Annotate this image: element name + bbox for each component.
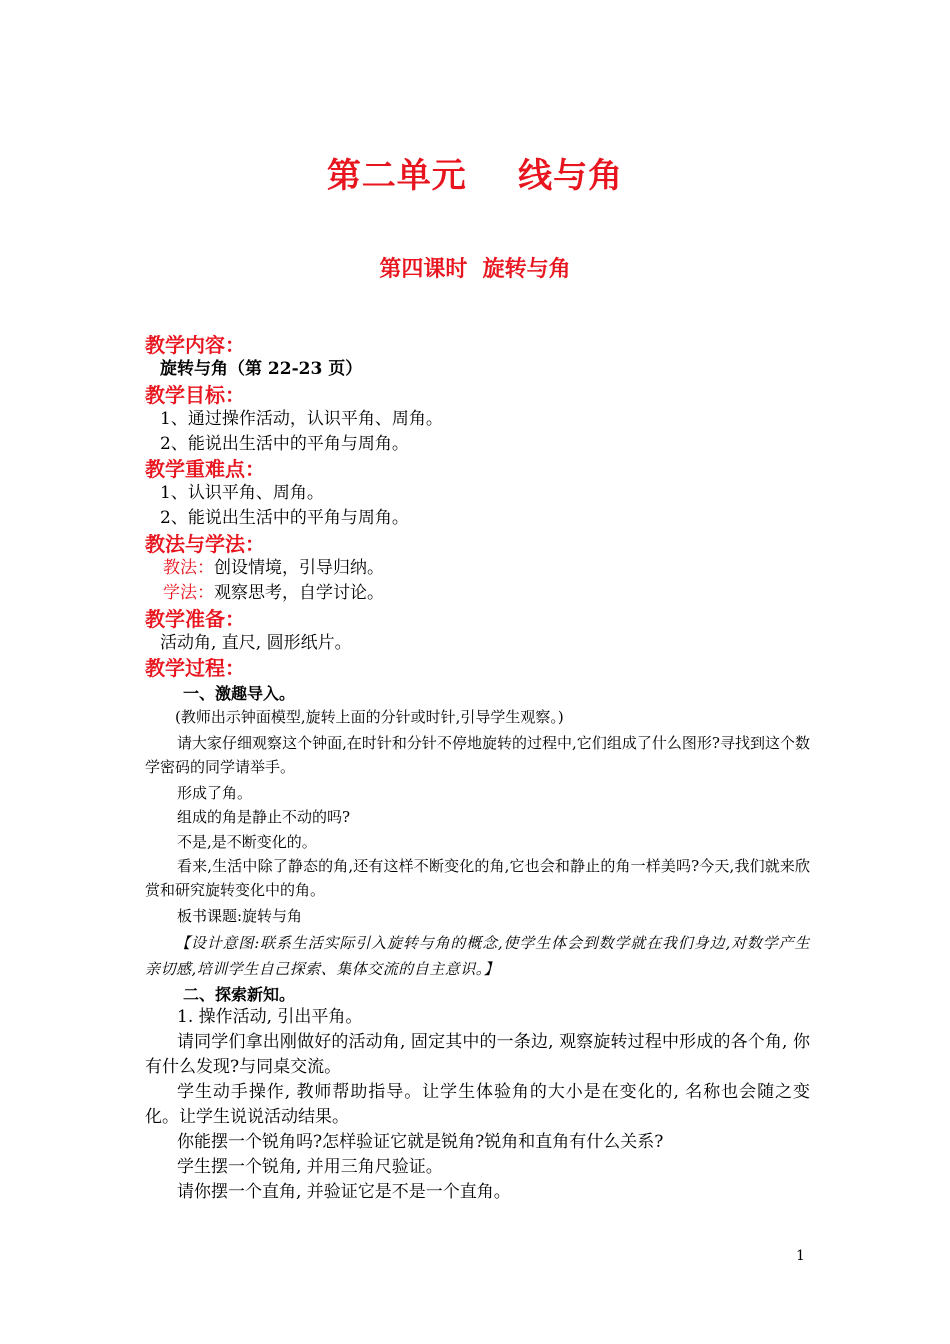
page-number: 1	[796, 1248, 805, 1264]
key-point-item: 2、能说出生活中的平角与周角。	[160, 508, 409, 528]
key-point-item: 1、认识平角、周角。	[160, 483, 324, 503]
design-note: 【设计意图:联系生活实际引入旋转与角的概念,使学生体会到数学就在我们身边,对数学产生亲切感,培训学生自己探索、集体交流的自主意识。】	[145, 934, 810, 978]
paragraph: 你能摆一个锐角吗?怎样验证它就是锐角?锐角和直角有什么关系?	[177, 1132, 664, 1152]
content-heading: 教学内容：	[145, 333, 245, 357]
paragraph: 请大家仔细观察这个钟面,在时针和分针不停地旋转的过程中,它们组成了什么图形?寻找到这个数学密码的同学请举手。	[145, 734, 810, 776]
teaching-method	[163, 557, 384, 579]
preparation-text: 活动角, 直尺, 圆形纸片。	[160, 633, 352, 653]
learning-method-label: 学法：	[163, 583, 214, 603]
paragraph: 请你摆一个直角, 并验证它是不是一个直角。	[177, 1182, 511, 1202]
paragraph: 看来,生活中除了静态的角,还有这样不断变化的角,它也会和静止的角一样美吗?今天,我们就来欣赏和研究旋转变化中的角。	[145, 857, 810, 899]
paragraph: 学生摆一个锐角, 并用三角尺验证。	[177, 1157, 443, 1177]
paragraph: (教师出示钟面模型,旋转上面的分针或时针,引导学生观察。)	[175, 708, 564, 726]
process-heading: 教学过程：	[145, 656, 245, 680]
paragraph: 请同学们拿出刚做好的活动角, 固定其中的一条边, 观察旋转过程中形成的各个角, 你有什么发现?与同桌交流。	[145, 1032, 810, 1077]
part2-title: 二、探索新知。	[183, 985, 296, 1004]
learning-method-text: 观察思考，自学讨论。	[214, 583, 384, 603]
key-points-heading: 教学重难点：	[145, 457, 265, 481]
teaching-method-text: 创设情境，引导归纳。	[214, 558, 384, 578]
goal-item: 2、能说出生活中的平角与周角。	[160, 434, 409, 454]
paragraph: 学生动手操作, 教师帮助指导。让学生体验角的大小是在变化的, 名称也会随之变化。让学生说说活动结果。	[145, 1082, 810, 1127]
goal-item: 1、通过操作活动，认识平角、周角。	[160, 409, 443, 429]
lesson-title: 第四课时 旋转与角	[379, 257, 571, 282]
paragraph: 不是,是不断变化的。	[177, 833, 317, 851]
paragraph: 形成了角。	[177, 784, 253, 802]
learning-method	[163, 582, 384, 604]
paragraph: 组成的角是静止不动的吗?	[177, 808, 351, 826]
methods-heading: 教法与学法：	[145, 532, 265, 556]
teaching-method-label: 教法：	[163, 558, 214, 578]
goals-heading: 教学目标：	[145, 383, 245, 407]
paragraph: 1. 操作活动, 引出平角。	[177, 1007, 363, 1027]
part1-title: 一、激趣导入。	[183, 684, 296, 703]
unit-title: 第二单元 线与角	[326, 156, 624, 196]
paragraph: 板书课题:旋转与角	[177, 907, 303, 925]
preparation-heading: 教学准备：	[145, 607, 245, 631]
content-text: 旋转与角（第 22-23 页）	[160, 359, 363, 379]
